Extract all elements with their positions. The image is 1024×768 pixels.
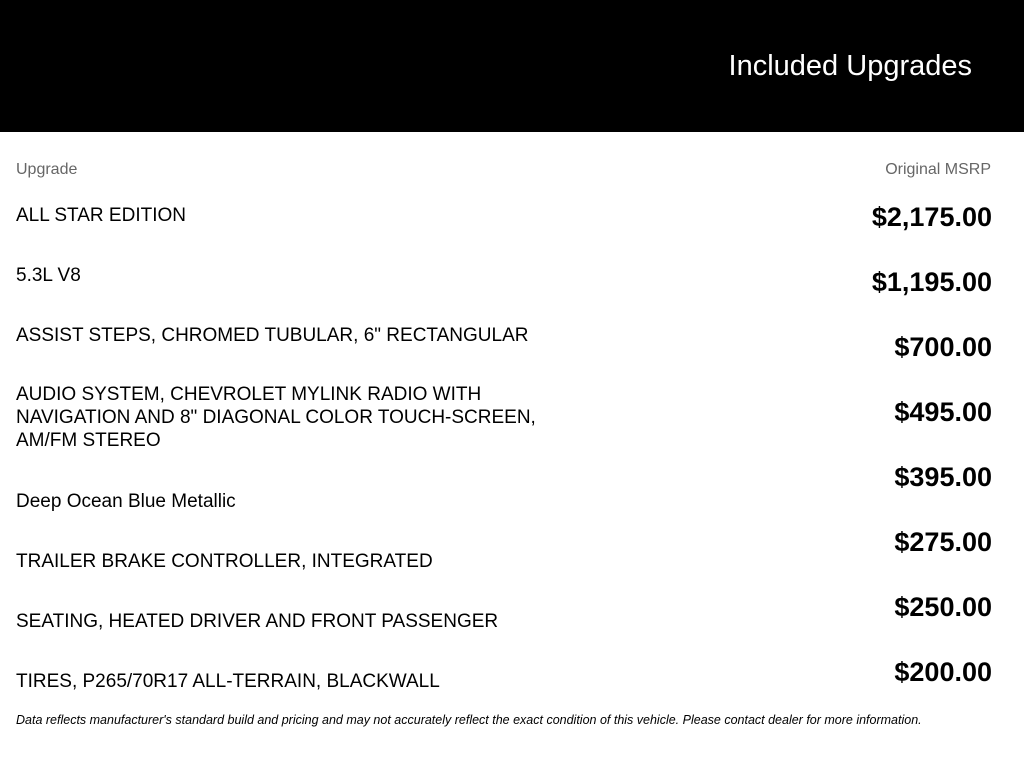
upgrade-name: ALL STAR EDITION bbox=[16, 205, 186, 226]
upgrade-price: $275.00 bbox=[894, 527, 992, 557]
upgrade-name: Deep Ocean Blue Metallic bbox=[16, 491, 236, 512]
upgrade-name: TRAILER BRAKE CONTROLLER, INTEGRATED bbox=[16, 551, 433, 572]
upgrade-price: $200.00 bbox=[894, 657, 992, 687]
column-header-upgrade: Upgrade bbox=[16, 161, 78, 178]
upgrade-name: TIRES, P265/70R17 ALL-TERRAIN, BLACKWALL bbox=[16, 671, 440, 692]
header-bar bbox=[0, 0, 1024, 132]
upgrade-name: ASSIST STEPS, CHROMED TUBULAR, 6" RECTANGULAR bbox=[16, 325, 529, 346]
upgrade-price: $495.00 bbox=[894, 397, 992, 427]
upgrade-name: SEATING, HEATED DRIVER AND FRONT PASSENGER bbox=[16, 611, 499, 632]
upgrade-price: $250.00 bbox=[894, 592, 992, 622]
page-title: Included Upgrades bbox=[728, 50, 972, 82]
upgrade-name: AUDIO SYSTEM, CHEVROLET MYLINK RADIO WITH NAVIGATION AND 8" DIAGONAL COLOR TOUCH-SCREEN, AM/FM STEREO bbox=[16, 384, 536, 451]
disclaimer-text: Data reflects manufacturer's standard build and pricing and may not accurately reflect the exact condition of this vehicle. Please contact dealer for more information. bbox=[16, 713, 922, 727]
column-header-msrp: Original MSRP bbox=[885, 161, 991, 178]
upgrade-price: $395.00 bbox=[894, 462, 992, 492]
upgrade-price: $1,195.00 bbox=[871, 267, 992, 297]
upgrade-price: $2,175.00 bbox=[871, 202, 992, 232]
upgrade-price: $700.00 bbox=[894, 332, 992, 362]
upgrade-name: 5.3L V8 bbox=[16, 265, 81, 286]
